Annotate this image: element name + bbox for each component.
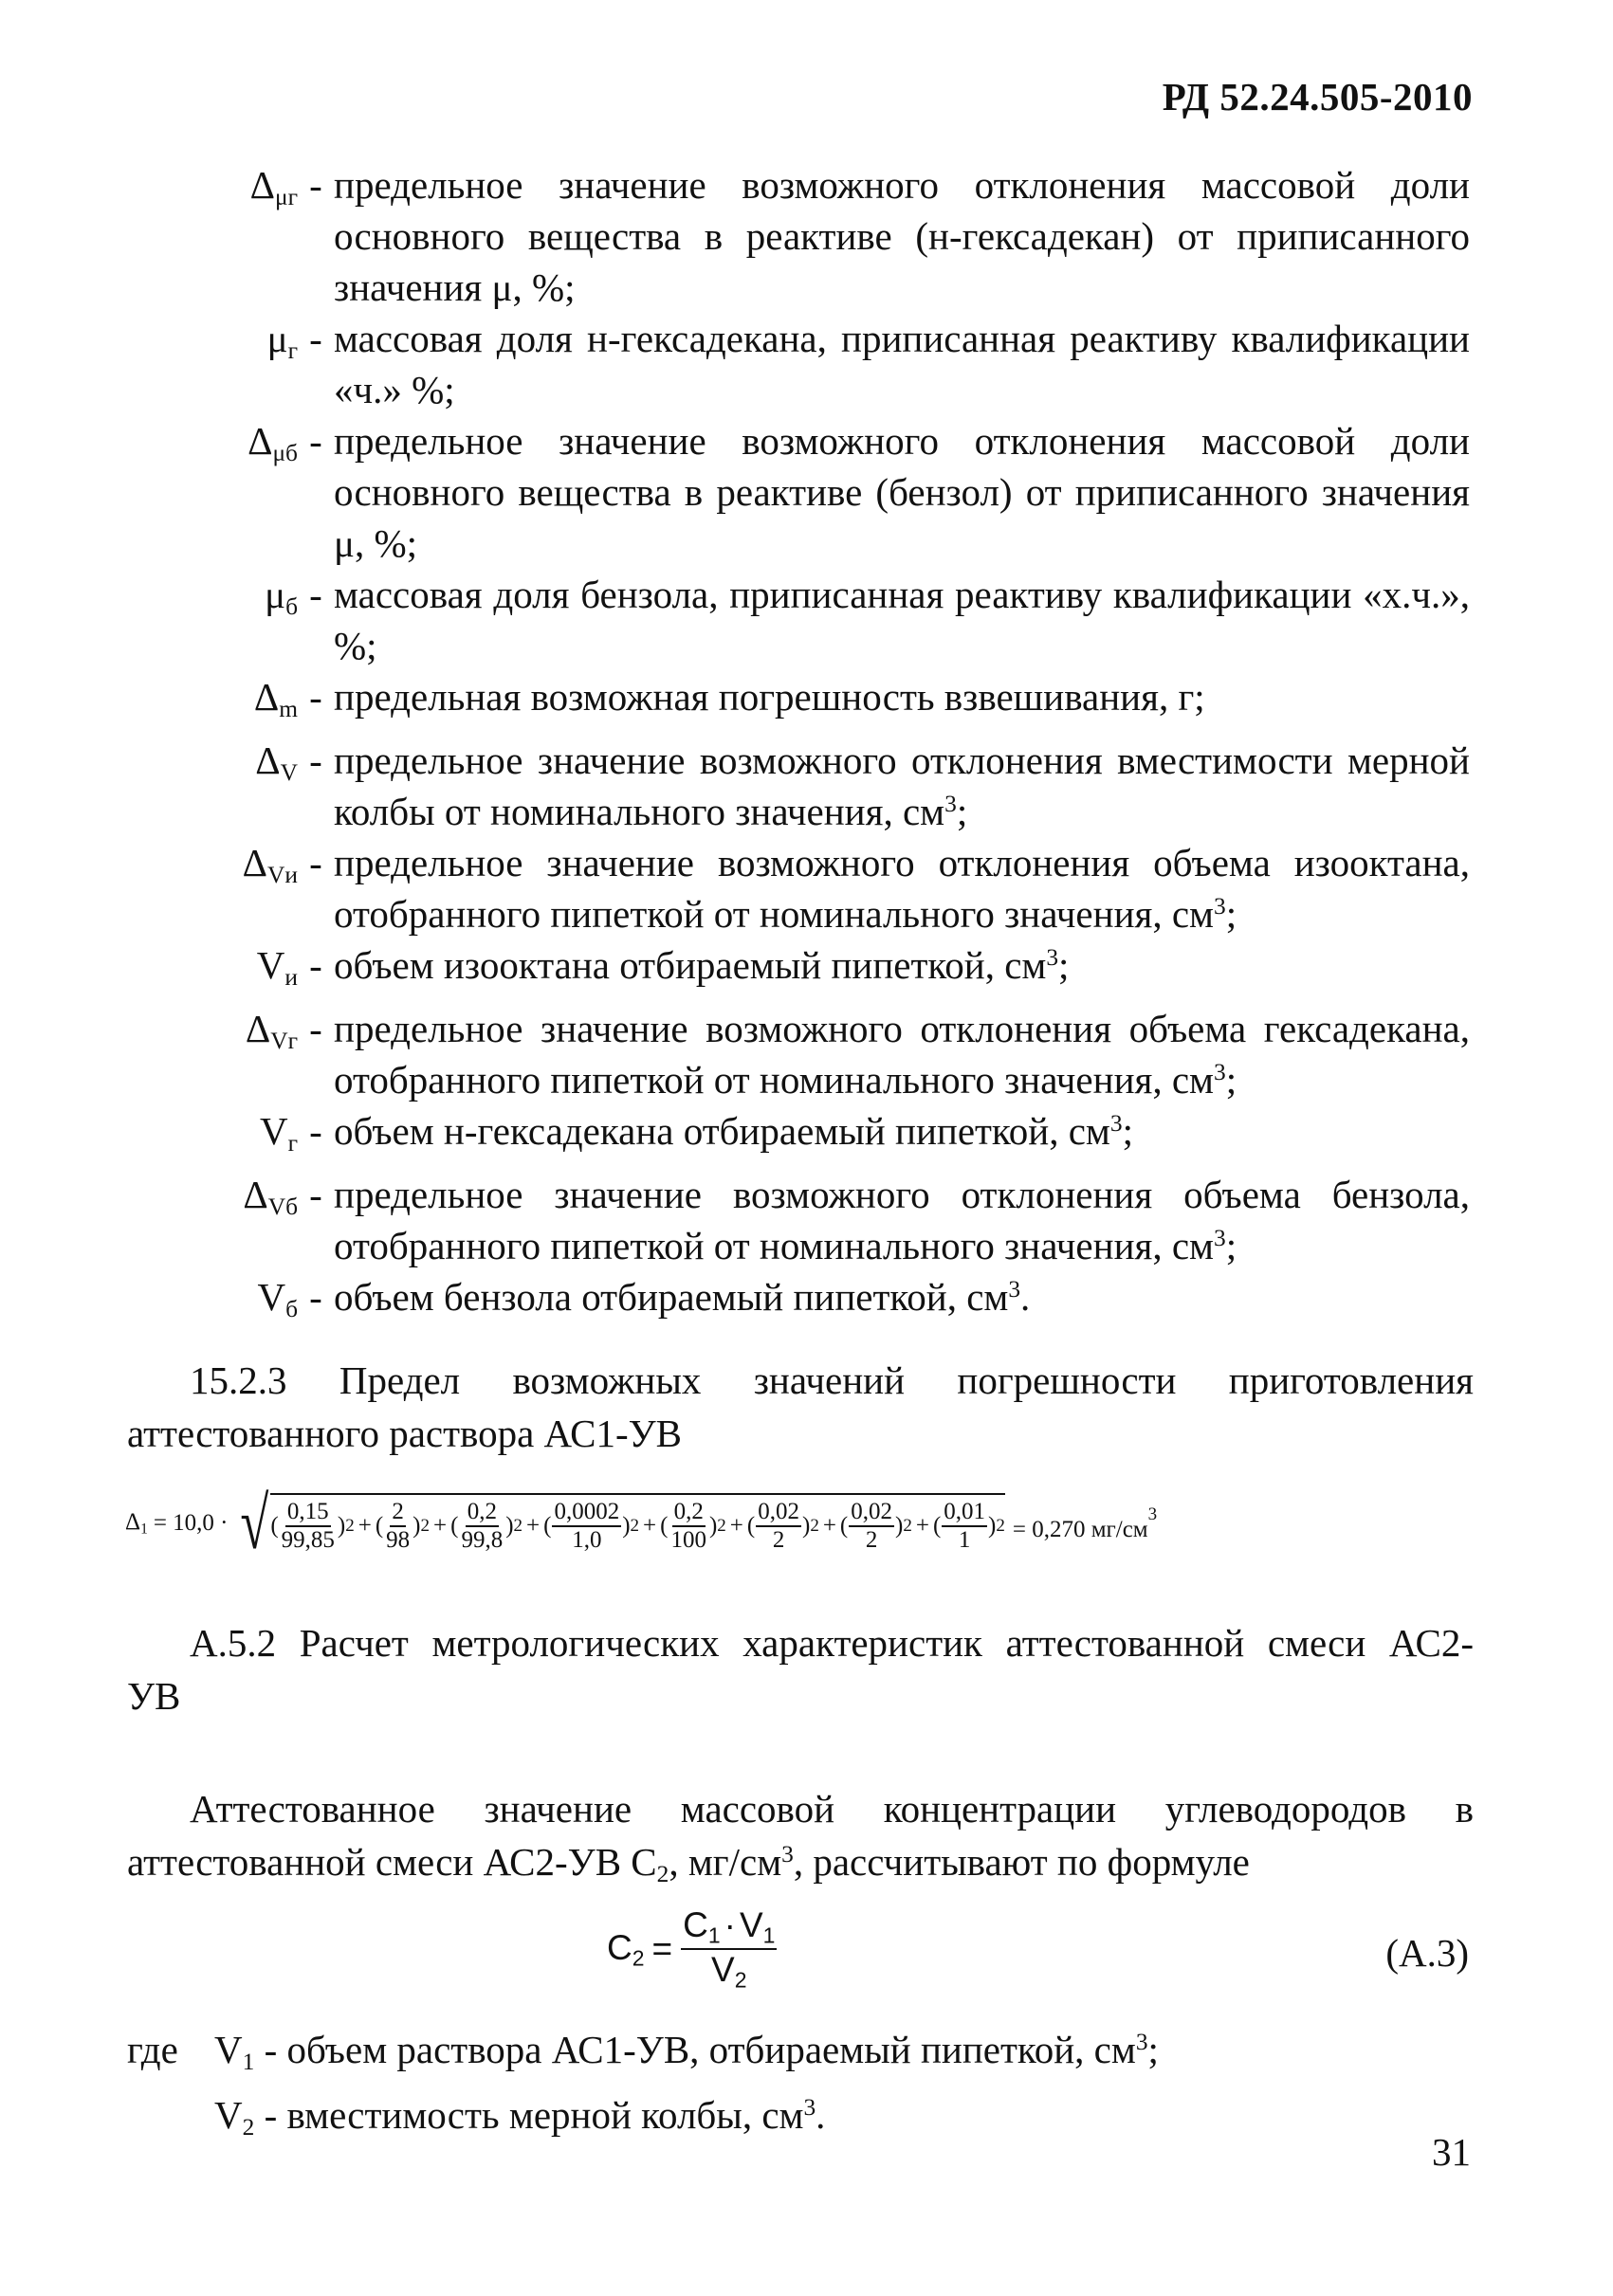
page-number: 31 bbox=[1432, 2130, 1471, 2174]
plus-sign: + bbox=[643, 1513, 657, 1539]
definition-symbol: $\Delta_m$ bbox=[253, 675, 298, 723]
definition-separator: - bbox=[309, 1109, 322, 1154]
definition-text: предельная возможная погрешность взвешивания, г; bbox=[334, 675, 1205, 719]
definition-separator: - bbox=[309, 1275, 322, 1320]
definition-text: объем изооктана отбираемый пипеткой, $см^3$; bbox=[334, 943, 1070, 988]
definition-separator: - bbox=[309, 675, 322, 719]
plus-sign: + bbox=[915, 1513, 929, 1539]
formula-c2 bbox=[607, 1905, 778, 1994]
plus-sign: + bbox=[526, 1513, 541, 1539]
where-item-1: где $V_1$ - объем раствора АС1-УВ, отбираемый пипеткой, $см^3$; bbox=[127, 2028, 1159, 2076]
where-item-2: $V_2$ - вместимость мерной колбы, $см^3$. bbox=[214, 2093, 826, 2141]
definitions-list bbox=[190, 159, 1470, 1335]
formula-term: ( $\frac{0,2}{99,8}$ ) 2 bbox=[450, 1499, 523, 1553]
plus-sign: + bbox=[433, 1513, 448, 1539]
definition-text: объем н-гексадекана отбираемый пипеткой, $см^3$; bbox=[334, 1109, 1133, 1154]
definition-text: массовая доля н-гексадекана, приписанная реактиву квалификации «ч.» %; bbox=[334, 317, 1470, 411]
plus-sign: + bbox=[729, 1513, 743, 1539]
definition-separator: - bbox=[309, 943, 322, 988]
section-A-5-2: А.5.2 Расчет метрологических характеристик аттестованной смеси АС2-УВ bbox=[127, 1621, 1474, 1718]
definition-separator: - bbox=[309, 163, 322, 207]
page-header: РД 52.24.505-2010 bbox=[1162, 75, 1473, 118]
definition-text: массовая доля бензола, приписанная реактиву квалификации «х.ч.», %; bbox=[334, 573, 1470, 667]
definition-text: предельное значение возможного отклонения массовой доли основного вещества в реактиве (н-гексадекан) от приписанного значения μ, %; bbox=[334, 163, 1470, 309]
definition-symbol: $\mu_б$ bbox=[265, 573, 298, 621]
definition-symbol: $\mu_г$ bbox=[266, 317, 298, 365]
formula-coef: = 10,0 · bbox=[153, 1510, 229, 1536]
section-15-2-3: 15.2.3 Предел возможных значений погрешности приготовления аттестованного раствора АС1-УВ bbox=[127, 1358, 1474, 1455]
radicand bbox=[270, 1493, 1005, 1554]
definition-separator: - bbox=[309, 738, 322, 783]
formula-term: ( $\frac{0,01}{1}$ ) 2 bbox=[932, 1499, 1005, 1553]
definition-item bbox=[190, 735, 1470, 837]
definition-item bbox=[190, 569, 1470, 671]
definition-symbol: $\Delta_{Vб}$ bbox=[243, 1173, 298, 1221]
definition-text: предельное значение возможного отклонения объема гексадекана, отобранного пипеткой от номинального значения, $см^3$; bbox=[334, 1007, 1470, 1102]
c2-lhs: $С_2$ bbox=[607, 1927, 645, 1971]
paragraph-c2: Аттестованное значение массовой концентрации углеводородов в аттестованной смеси АС2-УВ $С_2$, $мг/см^3$, рассчитывают по формуле bbox=[127, 1787, 1474, 1888]
formula-term: ( $\frac{0,02}{2}$ ) 2 bbox=[839, 1499, 912, 1553]
definition-text: предельное значение возможного отклонения объема изооктана, отобранного пипеткой от номинального значения, $см^3$; bbox=[334, 841, 1470, 937]
definition-symbol: $\Delta_{\mu г}$ bbox=[249, 163, 298, 211]
definition-item bbox=[190, 939, 1470, 1003]
formula-lhs: $\Delta_1$ bbox=[125, 1508, 148, 1538]
definition-item bbox=[190, 1271, 1470, 1335]
definition-item bbox=[190, 837, 1470, 939]
plus-sign: + bbox=[822, 1513, 836, 1539]
definition-symbol: $V_г$ bbox=[259, 1109, 298, 1157]
where-block bbox=[127, 2023, 1159, 2154]
definition-symbol: $\Delta_{Vг}$ bbox=[245, 1007, 298, 1055]
formula-delta1 bbox=[125, 1482, 1519, 1591]
definition-text: предельное значение возможного отклонения вместимости мерной колбы от номинального значения, $см^3$; bbox=[334, 738, 1470, 834]
definition-item bbox=[190, 671, 1470, 735]
formula-term: ( $\frac{2}{98}$ ) 2 bbox=[375, 1499, 430, 1553]
formula-result: = 0,270 $мг/см^3$ bbox=[1012, 1503, 1158, 1542]
definition-text: предельное значение возможного отклонения массовой доли основного вещества в реактиве (бензол) от приписанного значения μ, %; bbox=[334, 419, 1470, 565]
definition-separator: - bbox=[309, 419, 322, 463]
definition-separator: - bbox=[309, 1173, 322, 1217]
definition-text: предельное значение возможного отклонения объема бензола, отобранного пипеткой от номинального значения, $см^3$; bbox=[334, 1173, 1470, 1268]
c2-fraction: $\frac{С_1 \cdot V_1}{V_2}$ bbox=[683, 1905, 776, 1993]
definition-item bbox=[190, 1003, 1470, 1105]
formula-term: ( $\frac{0,2}{100}$ ) 2 bbox=[660, 1499, 726, 1553]
definition-symbol: $V_и$ bbox=[256, 943, 298, 992]
plus-sign: + bbox=[357, 1513, 372, 1539]
sqrt-sign: √ bbox=[239, 1482, 268, 1564]
definition-text: объем бензола отбираемый пипеткой, $см^3$. bbox=[334, 1275, 1031, 1320]
definition-separator: - bbox=[309, 1007, 322, 1051]
definition-item bbox=[190, 159, 1470, 313]
formula-term: ( $\frac{0,0002}{1,0}$ ) 2 bbox=[543, 1499, 640, 1553]
definition-symbol: $V_б$ bbox=[257, 1275, 298, 1323]
definition-item bbox=[190, 1105, 1470, 1169]
definition-item bbox=[190, 415, 1470, 569]
definition-symbol: $\Delta_V$ bbox=[255, 738, 298, 787]
definition-separator: - bbox=[309, 841, 322, 885]
definition-item bbox=[190, 313, 1470, 415]
equation-label: (А.3) bbox=[1385, 1931, 1469, 1975]
formula-term: ( $\frac{0,15}{99,85}$ ) 2 bbox=[270, 1499, 355, 1553]
definition-symbol: $\Delta_{\mu б}$ bbox=[247, 419, 298, 467]
definition-separator: - bbox=[309, 573, 322, 616]
definition-item bbox=[190, 1169, 1470, 1271]
definition-separator: - bbox=[309, 317, 322, 360]
c2-eq: = bbox=[651, 1929, 673, 1969]
formula-term: ( $\frac{0,02}{2}$ ) 2 bbox=[746, 1499, 819, 1553]
definition-symbol: $\Delta_{Vи}$ bbox=[242, 841, 298, 889]
